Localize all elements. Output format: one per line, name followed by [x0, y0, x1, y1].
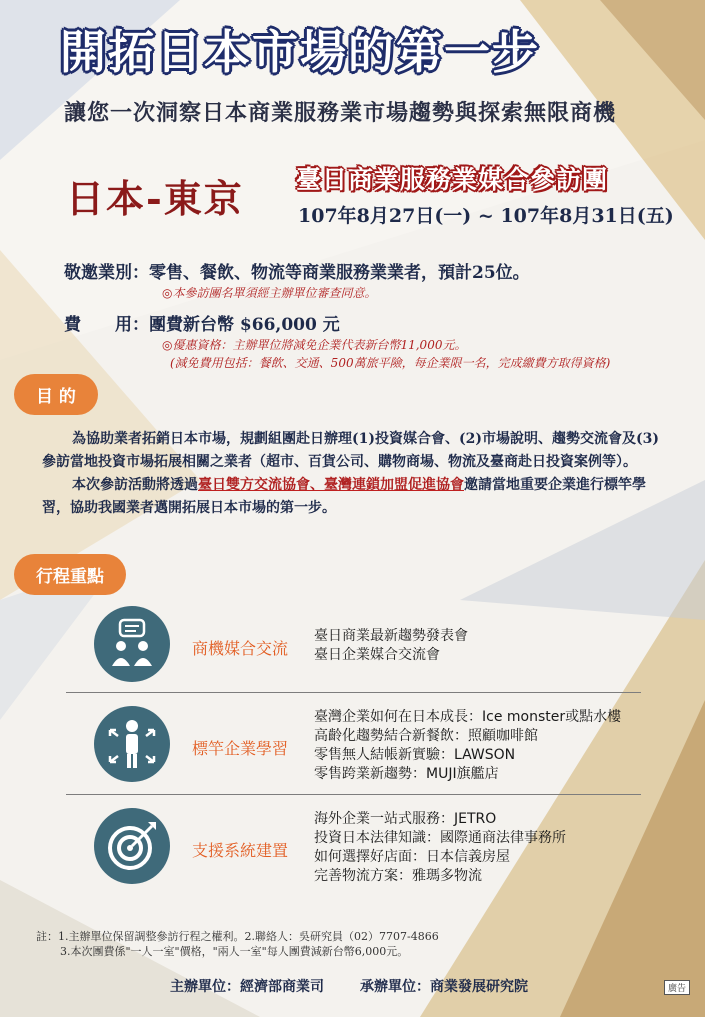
itinerary-items-matchmaking — [314, 627, 468, 665]
list-item: 零售跨業新趨勢：MUJI旗艦店 — [314, 766, 499, 782]
fee-note-details: (減免費用包括：餐飲、交通、500萬旅平險，每企業限一名，完成繳費方取得資格) — [170, 356, 611, 370]
list-item: 零售無人結帳新實驗：LAWSON — [314, 747, 516, 763]
footnote-line-2: 3.本次團費係"一人一室"價格，"兩人一室"每人團費減新台幣6,000元。 — [60, 945, 409, 958]
list-item: 完善物流方案：雅瑪多物流 — [314, 868, 482, 884]
list-item: 臺灣企業如何在日本成長：Ice monster或點水樓 — [314, 709, 622, 725]
footnote-line-1: 註：1.主辦單位保留調整參訪行程之權利。2.聯絡人：吳研究員（02）7707-4866 — [36, 930, 439, 943]
list-item: 高齡化趨勢結合新餐飲：照顧咖啡館 — [314, 728, 538, 744]
list-item: 臺日企業媒合交流會 — [314, 647, 440, 663]
mission-name: 臺日商業服務業媒合參訪團 — [296, 165, 609, 194]
ad-tag: 廣告 — [664, 980, 690, 995]
executing-organizer: 承辦單位：商業發展研究院 — [360, 979, 528, 995]
invite-note: ◎本參訪團名單須經主辦單位審查同意。 — [162, 286, 377, 300]
benchmark-person-icon — [94, 706, 170, 782]
invite-label: 敬邀業別： — [64, 263, 149, 283]
itinerary-items-benchmark — [314, 708, 621, 784]
mission-city: 日本-東京 — [66, 176, 244, 221]
mission-dates: 107年8月27日(一) ~ 107年8月31日(五) — [298, 205, 674, 227]
list-item: 海外企業一站式服務：JETRO — [314, 811, 497, 827]
fee-text: 團費新台幣 $66,000 元 — [149, 315, 340, 335]
host-organizer: 主辦單位：經濟部商業司 — [170, 979, 324, 995]
partner-associations: 臺日雙方交流協會、臺灣連鎖加盟促進協會 — [198, 477, 464, 493]
list-item: 如何選擇好店面：日本信義房屋 — [314, 849, 510, 865]
purpose-paragraph-1: 為協助業者拓銷日本市場，規劃組團赴日辦理(1)投資媒合會、(2)市場說明、趨勢交流會及(3)參訪當地投資市場拓展相關之業者（超市、百貨公司、購物商場、物流及臺商赴日投資案例等）。 — [42, 431, 659, 470]
section-divider — [66, 692, 641, 693]
meeting-people-icon — [94, 606, 170, 682]
fee-line — [64, 310, 340, 335]
fee-note-discount: ◎優惠資格：主辦單位將減免企業代表新台幣11,000元。 — [162, 338, 467, 352]
section-divider — [66, 794, 641, 795]
fee-label: 費 用： — [64, 315, 149, 335]
itinerary-items-support — [314, 810, 566, 886]
list-item: 臺日商業最新趨勢發表會 — [314, 628, 468, 644]
target-icon — [94, 808, 170, 884]
purpose-paragraph-2: 本次參訪活動將透過臺日雙方交流協會、臺灣連鎖加盟促進協會邀請當地重要企業進行標竿學習，協助我國業者邁開拓展日本市場的第一步。 — [42, 477, 646, 516]
itinerary-category-matchmaking: 商機媒合交流 — [192, 639, 289, 658]
itinerary-category-benchmark: 標竿企業學習 — [192, 739, 289, 758]
invite-text: 零售、餐飲、物流等商業服務業業者，預計25位。 — [149, 263, 530, 283]
purpose-heading: 目 的 — [14, 374, 98, 415]
itinerary-category-support: 支援系統建置 — [192, 841, 289, 860]
itinerary-heading: 行程重點 — [14, 554, 126, 595]
invite-line — [64, 258, 530, 283]
main-title: 開拓日本市場的第一步 — [60, 25, 540, 79]
list-item: 投資日本法律知識：國際通商法律事務所 — [314, 830, 566, 846]
subtitle: 讓您一次洞察日本商業服務業市場趨勢與探索無限商機 — [64, 100, 617, 126]
